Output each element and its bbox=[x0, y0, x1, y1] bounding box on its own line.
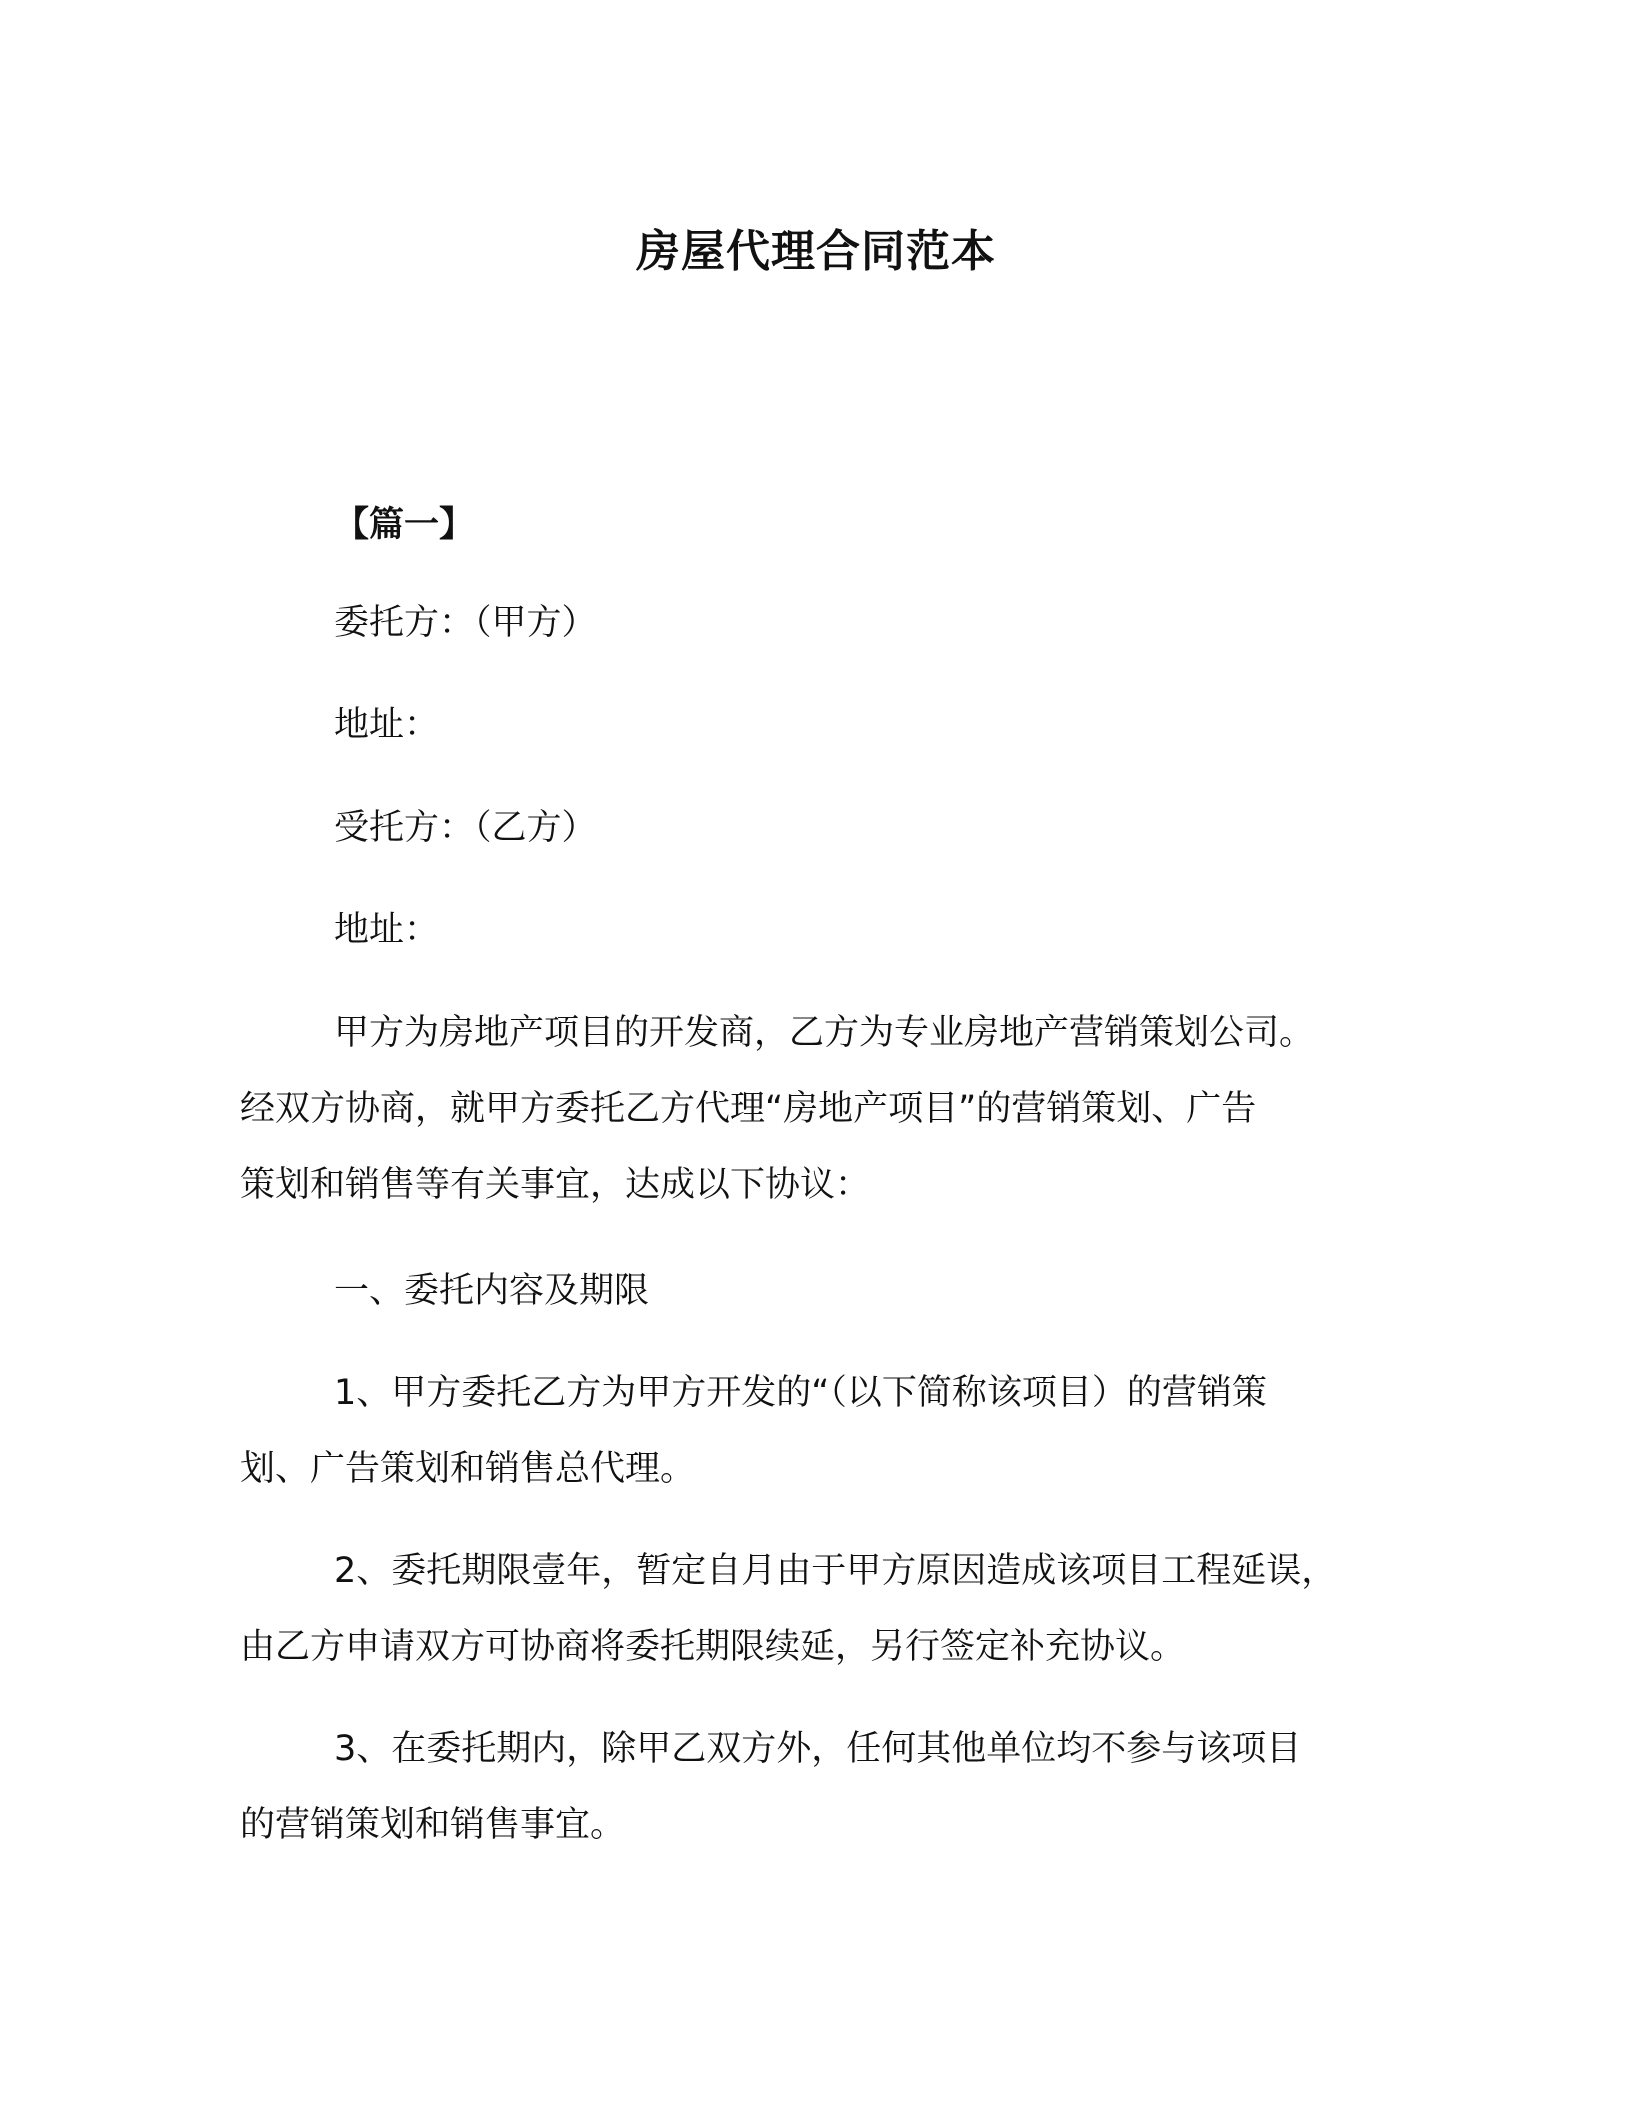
clause-3-line: 3、在委托期内，除甲乙双方外，任何其他单位均不参与该项目 bbox=[334, 1729, 1302, 1769]
intro-paragraph-line: 策划和销售等有关事宜，达成以下协议： bbox=[240, 1165, 871, 1205]
clause-2-line: 2、委托期限壹年，暂定自月由于甲方原因造成该项目工程延误， bbox=[334, 1551, 1337, 1591]
agent-address-label: 地址： bbox=[334, 910, 440, 950]
document-title: 房屋代理合同范本 bbox=[636, 226, 996, 277]
intro-paragraph-line: 甲方为房地产项目的开发商，乙方为专业房地产营销策划公司。 bbox=[334, 1013, 1315, 1053]
clause-1-line: 1、甲方委托乙方为甲方开发的“（以下简称该项目）的营销策 bbox=[334, 1373, 1267, 1413]
intro-paragraph-line: 经双方协商，就甲方委托乙方代理“房地产项目”的营销策划、广告 bbox=[240, 1089, 1257, 1129]
clause-1-line: 划、广告策划和销售总代理。 bbox=[240, 1449, 696, 1489]
agent-label: 受托方：（乙方） bbox=[334, 808, 597, 848]
article-one-heading: 一、委托内容及期限 bbox=[334, 1271, 650, 1311]
section-heading: 【篇一】 bbox=[334, 505, 475, 545]
principal-label: 委托方：（甲方） bbox=[334, 603, 597, 643]
clause-2-line: 由乙方申请双方可协商将委托期限续延，另行签定补充协议。 bbox=[240, 1627, 1186, 1667]
clause-3-line: 的营销策划和销售事宜。 bbox=[240, 1805, 626, 1845]
principal-address-label: 地址： bbox=[334, 705, 440, 745]
